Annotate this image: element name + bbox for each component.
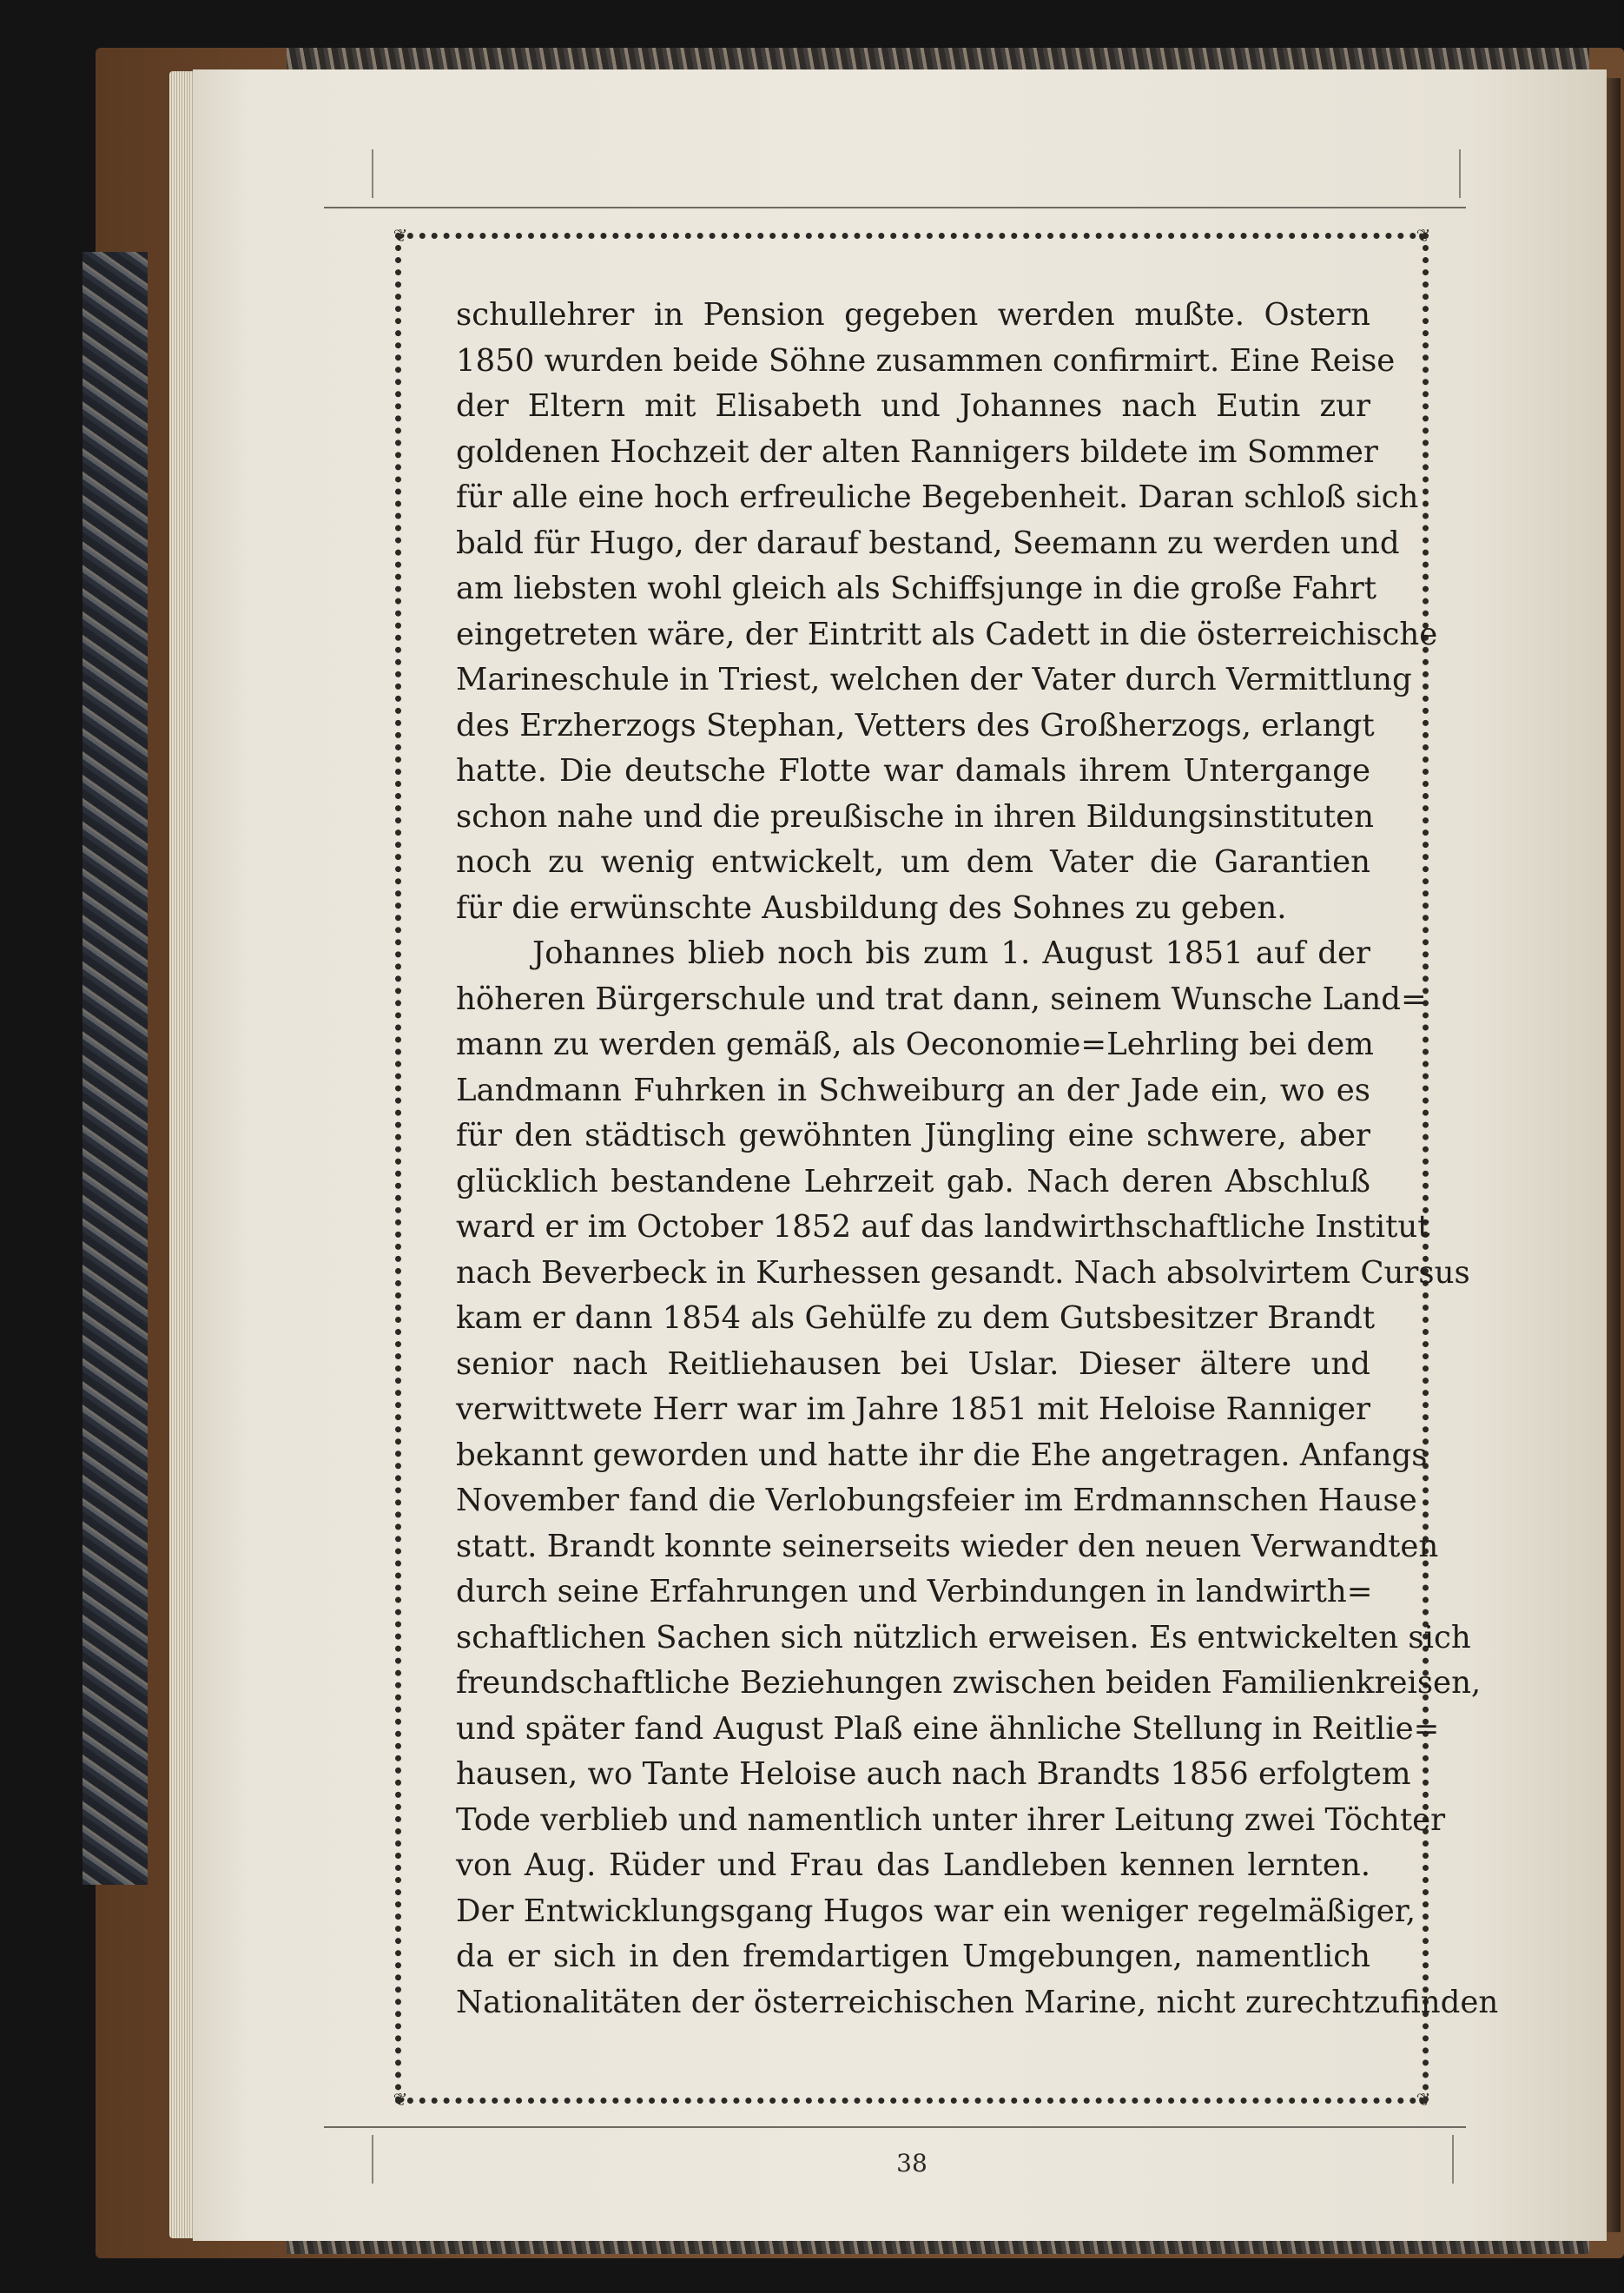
text-line: für den städtisch gewöhnten Jüngling eine schwere, aber bbox=[456, 1118, 1370, 1153]
paragraph bbox=[456, 931, 1499, 2025]
text-line: höheren Bürgerschule und trat dann, seinem Wunsche Land= bbox=[456, 981, 1427, 1017]
text-line: schullehrer in Pension gegeben werden mußte. Ostern bbox=[456, 297, 1370, 333]
bottom-rule bbox=[324, 2126, 1466, 2128]
text-line: hausen, wo Tante Heloise auch nach Brandts 1856 erfolgtem bbox=[456, 1756, 1411, 1792]
text-line: Johannes blieb noch bis zum 1. August 1851 auf der bbox=[532, 935, 1370, 971]
text-line: Der Entwicklungsgang Hugos war ein weniger regelmäßiger, bbox=[456, 1893, 1416, 1929]
text-line: statt. Brandt konnte seinerseits wieder den neuen Verwandten bbox=[456, 1528, 1439, 1564]
text-line: schon nahe und die preußische in ihren Bildungsinstituten bbox=[456, 798, 1375, 835]
text-line: 1850 wurden beide Söhne zusammen confirmirt. Eine Reise bbox=[456, 342, 1396, 379]
text-line: hatte. Die deutsche Flotte war damals ihrem Untergange bbox=[456, 753, 1370, 789]
text-line: der Eltern mit Elisabeth und Johannes nach Eutin zur bbox=[456, 388, 1370, 424]
text-line: Nationalitäten der österreichischen Marine, nicht zurechtzufinden bbox=[456, 1984, 1499, 2020]
marbled-edge-left bbox=[83, 252, 148, 1885]
frame-corner-ornament: ❦ bbox=[393, 225, 408, 246]
text-line: von Aug. Rüder und Frau das Landleben kennen lernten. bbox=[456, 1847, 1370, 1883]
frame-corner-ornament: ❦ bbox=[393, 2089, 408, 2110]
text-line: für alle eine hoch erfreuliche Begebenheit. Daran schloß sich bbox=[456, 479, 1419, 515]
text-line: goldenen Hochzeit der alten Rannigers bildete im Sommer bbox=[456, 433, 1378, 470]
page-edges bbox=[169, 71, 195, 2238]
text-line: und später fand August Plaß eine ähnliche Stellung in Reitlie= bbox=[456, 1710, 1440, 1747]
top-rule bbox=[324, 207, 1466, 208]
text-line: da er sich in den fremdartigen Umgebungen, namentlich bbox=[456, 1939, 1370, 1974]
bottom-right-tick bbox=[1452, 2135, 1454, 2184]
top-right-tick bbox=[1459, 149, 1461, 198]
frame-corner-ornament: ❦ bbox=[1416, 225, 1431, 246]
text-line: bekannt geworden und hatte ihr die Ehe angetragen. Anfangs bbox=[456, 1437, 1428, 1473]
page-number: 38 bbox=[896, 2149, 928, 2177]
text-line: am liebsten wohl gleich als Schiffsjunge in die große Fahrt bbox=[456, 571, 1376, 606]
text-line: des Erzherzogs Stephan, Vetters des Großherzogs, erlangt bbox=[456, 707, 1375, 743]
text-line: bald für Hugo, der darauf bestand, Seemann zu werden und bbox=[456, 525, 1400, 561]
text-line: freundschaftliche Beziehungen zwischen beiden Familienkreisen, bbox=[456, 1665, 1482, 1701]
book-right-edge bbox=[1605, 78, 1621, 2232]
text-line: eingetreten wäre, der Eintritt als Cadett in die österreichische bbox=[456, 616, 1438, 652]
frame-corner-ornament: ❦ bbox=[1416, 2089, 1431, 2110]
text-line: Marineschule in Triest, welchen der Vater durch Vermittlung bbox=[456, 662, 1412, 697]
top-left-tick bbox=[372, 149, 373, 198]
text-line: glücklich bestandene Lehrzeit gab. Nach deren Abschluß bbox=[456, 1163, 1370, 1199]
text-line: schaftlichen Sachen sich nützlich erweisen. Es entwickelten sich bbox=[456, 1619, 1471, 1655]
bottom-left-tick bbox=[372, 2135, 373, 2184]
text-line: nach Beverbeck in Kurhessen gesandt. Nach absolvirtem Cursus bbox=[456, 1254, 1470, 1291]
text-line: mann zu werden gemäß, als Oeconomie=Lehrling bei dem bbox=[456, 1027, 1374, 1062]
text-line: senior nach Reitliehausen bei Uslar. Dieser ältere und bbox=[456, 1345, 1370, 1382]
paragraph bbox=[456, 293, 1438, 931]
text-line: für die erwünschte Ausbildung des Sohnes zu geben. bbox=[456, 889, 1287, 926]
text-line: kam er dann 1854 als Gehülfe zu dem Gutsbesitzer Brandt bbox=[456, 1300, 1376, 1336]
text-line: November fand die Verlobungsfeier im Erdmannschen Hause bbox=[456, 1483, 1417, 1518]
text-line: durch seine Erfahrungen und Verbindungen in landwirth= bbox=[456, 1574, 1373, 1609]
text-line: Landmann Fuhrken in Schweiburg an der Jade ein, wo es bbox=[456, 1072, 1370, 1108]
text-line: verwittwete Herr war im Jahre 1851 mit Heloise Ranniger bbox=[456, 1391, 1370, 1427]
text-line: ward er im October 1852 auf das landwirthschaftliche Institut bbox=[456, 1209, 1430, 1245]
text-line: noch zu wenig entwickelt, um dem Vater die Garantien bbox=[456, 844, 1370, 880]
text-line: Tode verblieb und namentlich unter ihrer Leitung zwei Töchter bbox=[456, 1801, 1446, 1838]
body-text bbox=[456, 293, 1499, 2025]
